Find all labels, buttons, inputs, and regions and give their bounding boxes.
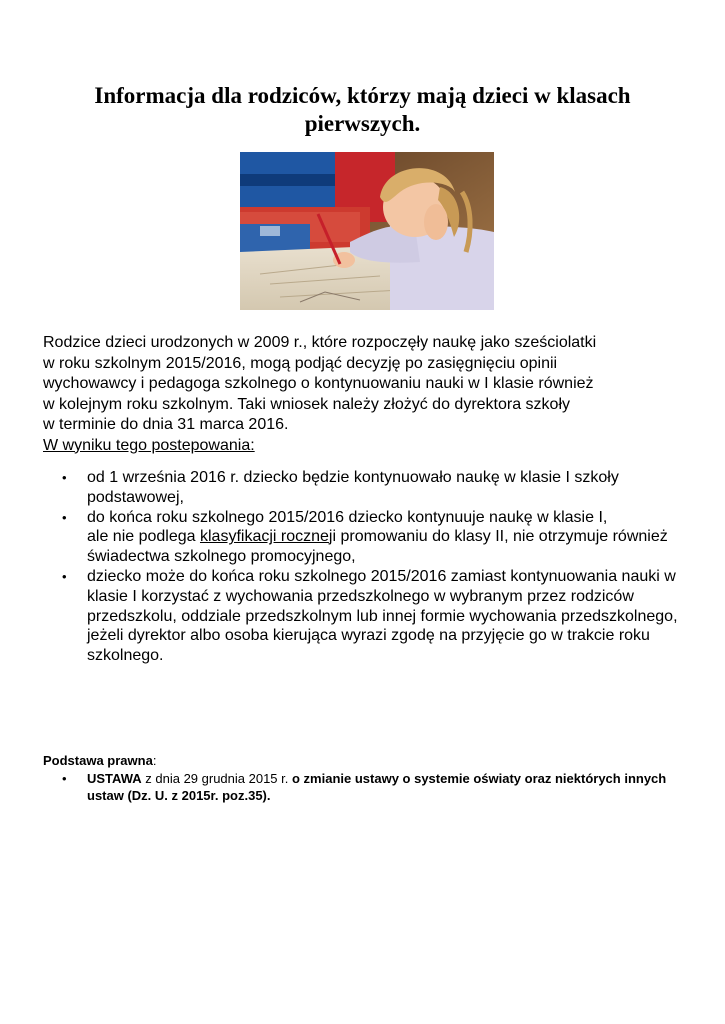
list-item-text: od 1 września 2016 r. dziecko będzie kontynuowało naukę w klasie I szkoły podstawowej,	[87, 469, 619, 506]
legal-basis-label	[43, 753, 156, 769]
intro-text	[43, 333, 693, 456]
list-item-text: i promowaniu do klasy II, nie otrzymuje również świadectwa szkolnego promocyjnego,	[87, 528, 668, 566]
act-title: o zmianie ustawy o systemie oświaty oraz niektórych innych ustaw (Dz. U. z 2015r. poz.35).	[87, 771, 667, 803]
intro-line: w roku szkolnym 2015/2016, mogą podjąć decyzję po zasięgnięciu opinii	[43, 354, 558, 372]
annual-classification-link: klasyfikacji roczne	[199, 528, 329, 546]
consequences-list	[43, 468, 693, 666]
list-item	[43, 468, 693, 508]
list-item-text: dziecko może do końca roku szkolnego 2015/2016 zamiast kontynuowania nauki w klasie I korzystać z wychowania przedszkolnego w wybranym przez rodziców przedszkolu, oddziale przedszkolnym lub innej formie wychowania przedszkolnego, jeżeli dyrektor albo osoba kierująca wyrazi zgodę na przyjęcie go w trakcie roku szkolnego.	[87, 567, 678, 665]
legal-basis-colon: :	[152, 753, 157, 768]
act-date: z dnia 29 grudnia 2015 r.	[141, 771, 292, 786]
result-heading: W wyniku tego postepowania:	[43, 436, 255, 454]
intro-line: Rodzice dzieci urodzonych w 2009 r., które rozpoczęły naukę jako sześciolatki	[43, 334, 597, 351]
list-item-text: ale nie podlega	[87, 528, 200, 546]
list-item-text: j	[328, 528, 333, 546]
legal-basis-title: Podstawa prawna	[43, 753, 153, 768]
page-title: Informacja dla rodziców, którzy mają dzieci w klasach pierwszych.	[94, 83, 631, 136]
act-label: USTAWA	[87, 771, 142, 786]
list-item	[43, 567, 693, 666]
intro-line: w terminie do dnia 31 marca 2016.	[43, 416, 289, 433]
list-item-text: do końca roku szkolnego 2015/2016 dziecko kontynuuje naukę w klasie I,	[87, 508, 608, 526]
intro-line: wychowawcy i pedagoga szkolnego o kontynuowaniu nauki w I klasie również	[43, 375, 594, 392]
child-writing-photo	[240, 152, 494, 310]
legal-basis-list	[43, 771, 693, 804]
photo-illustration	[240, 152, 494, 310]
list-item	[43, 508, 693, 567]
intro-line: w kolejnym roku szkolnym. Taki wniosek należy złożyć do dyrektora szkoły	[43, 395, 571, 413]
list-item	[43, 771, 693, 804]
